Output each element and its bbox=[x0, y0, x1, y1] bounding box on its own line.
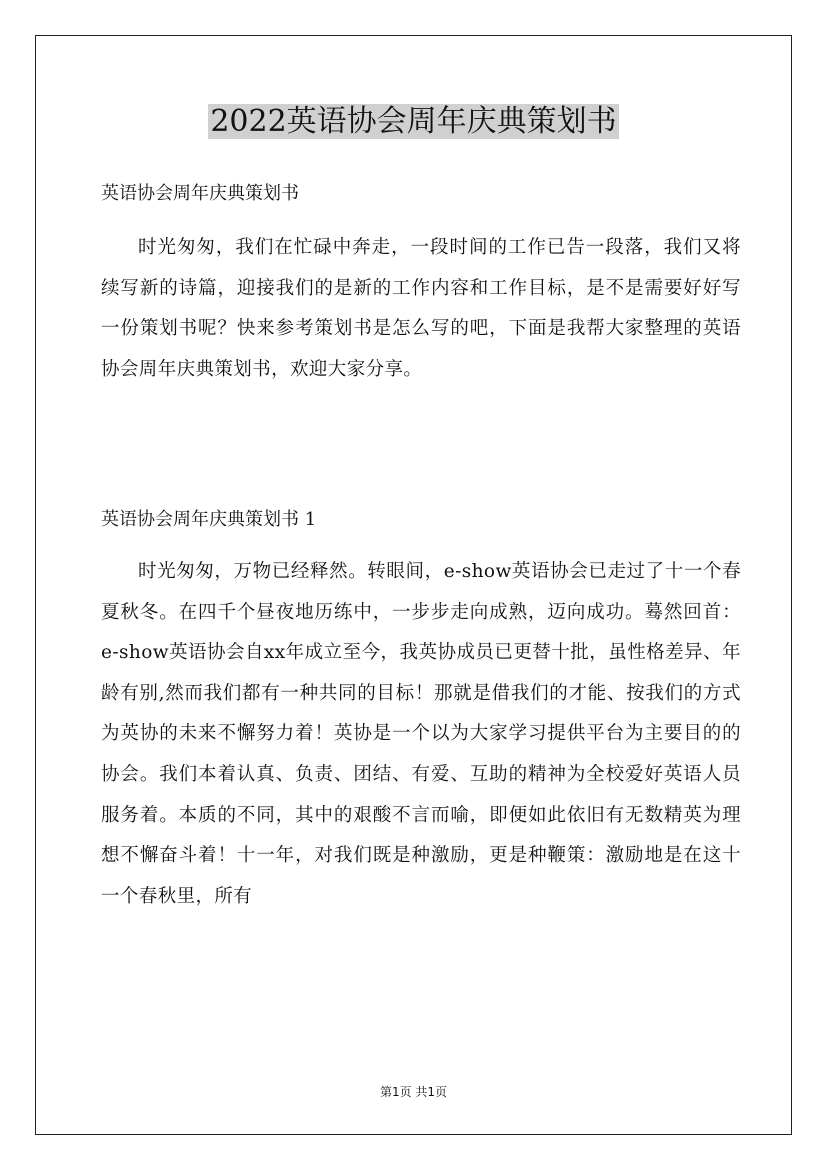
document-subtitle: 英语协会周年庆典策划书 bbox=[101, 183, 299, 204]
section-paragraph: 时光匆匆，万物已经释然。转眼间，e-show英语协会已走过了十一个春夏秋冬。在四千个昼夜地历练中，一步步走向成熟，迈向成功。蓦然回首：e-show英语协会自xx年成立至今，我英协成员已更替十批，虽性格差异、年龄有别,然而我们都有一种共同的目标！那就是借我们的才能、按我们的方式为英协的未来不懈努力着！英协是一个以为大家学习提供平台为主要目的的协会。我们本着认真、负责、团结、有爱、互助的精神为全校爱好英语人员服务着。本质的不同，其中的艰酸不言而喻，即便如此依旧有无数精英为理想不懈奋斗着！十一年，对我们既是种激励，更是种鞭策：激励地是在这十一个春秋里，所有 bbox=[101, 561, 741, 907]
document-title bbox=[0, 100, 827, 144]
intro-paragraph: 时光匆匆，我们在忙碌中奔走，一段时间的工作已告一段落，我们又将续写新的诗篇，迎接我们的是新的工作内容和工作目标，是不是需要好好写一份策划书呢？快来参考策划书是怎么写的吧，下面是我帮大家整理的英语协会周年庆典策划书，欢迎大家分享。 bbox=[101, 237, 741, 380]
section-heading: 英语协会周年庆典策划书 1 bbox=[101, 509, 317, 530]
page-footer: 第1页 共1页 bbox=[379, 1085, 448, 1099]
document-title-text: 2022英语协会周年庆典策划书 bbox=[210, 104, 617, 139]
